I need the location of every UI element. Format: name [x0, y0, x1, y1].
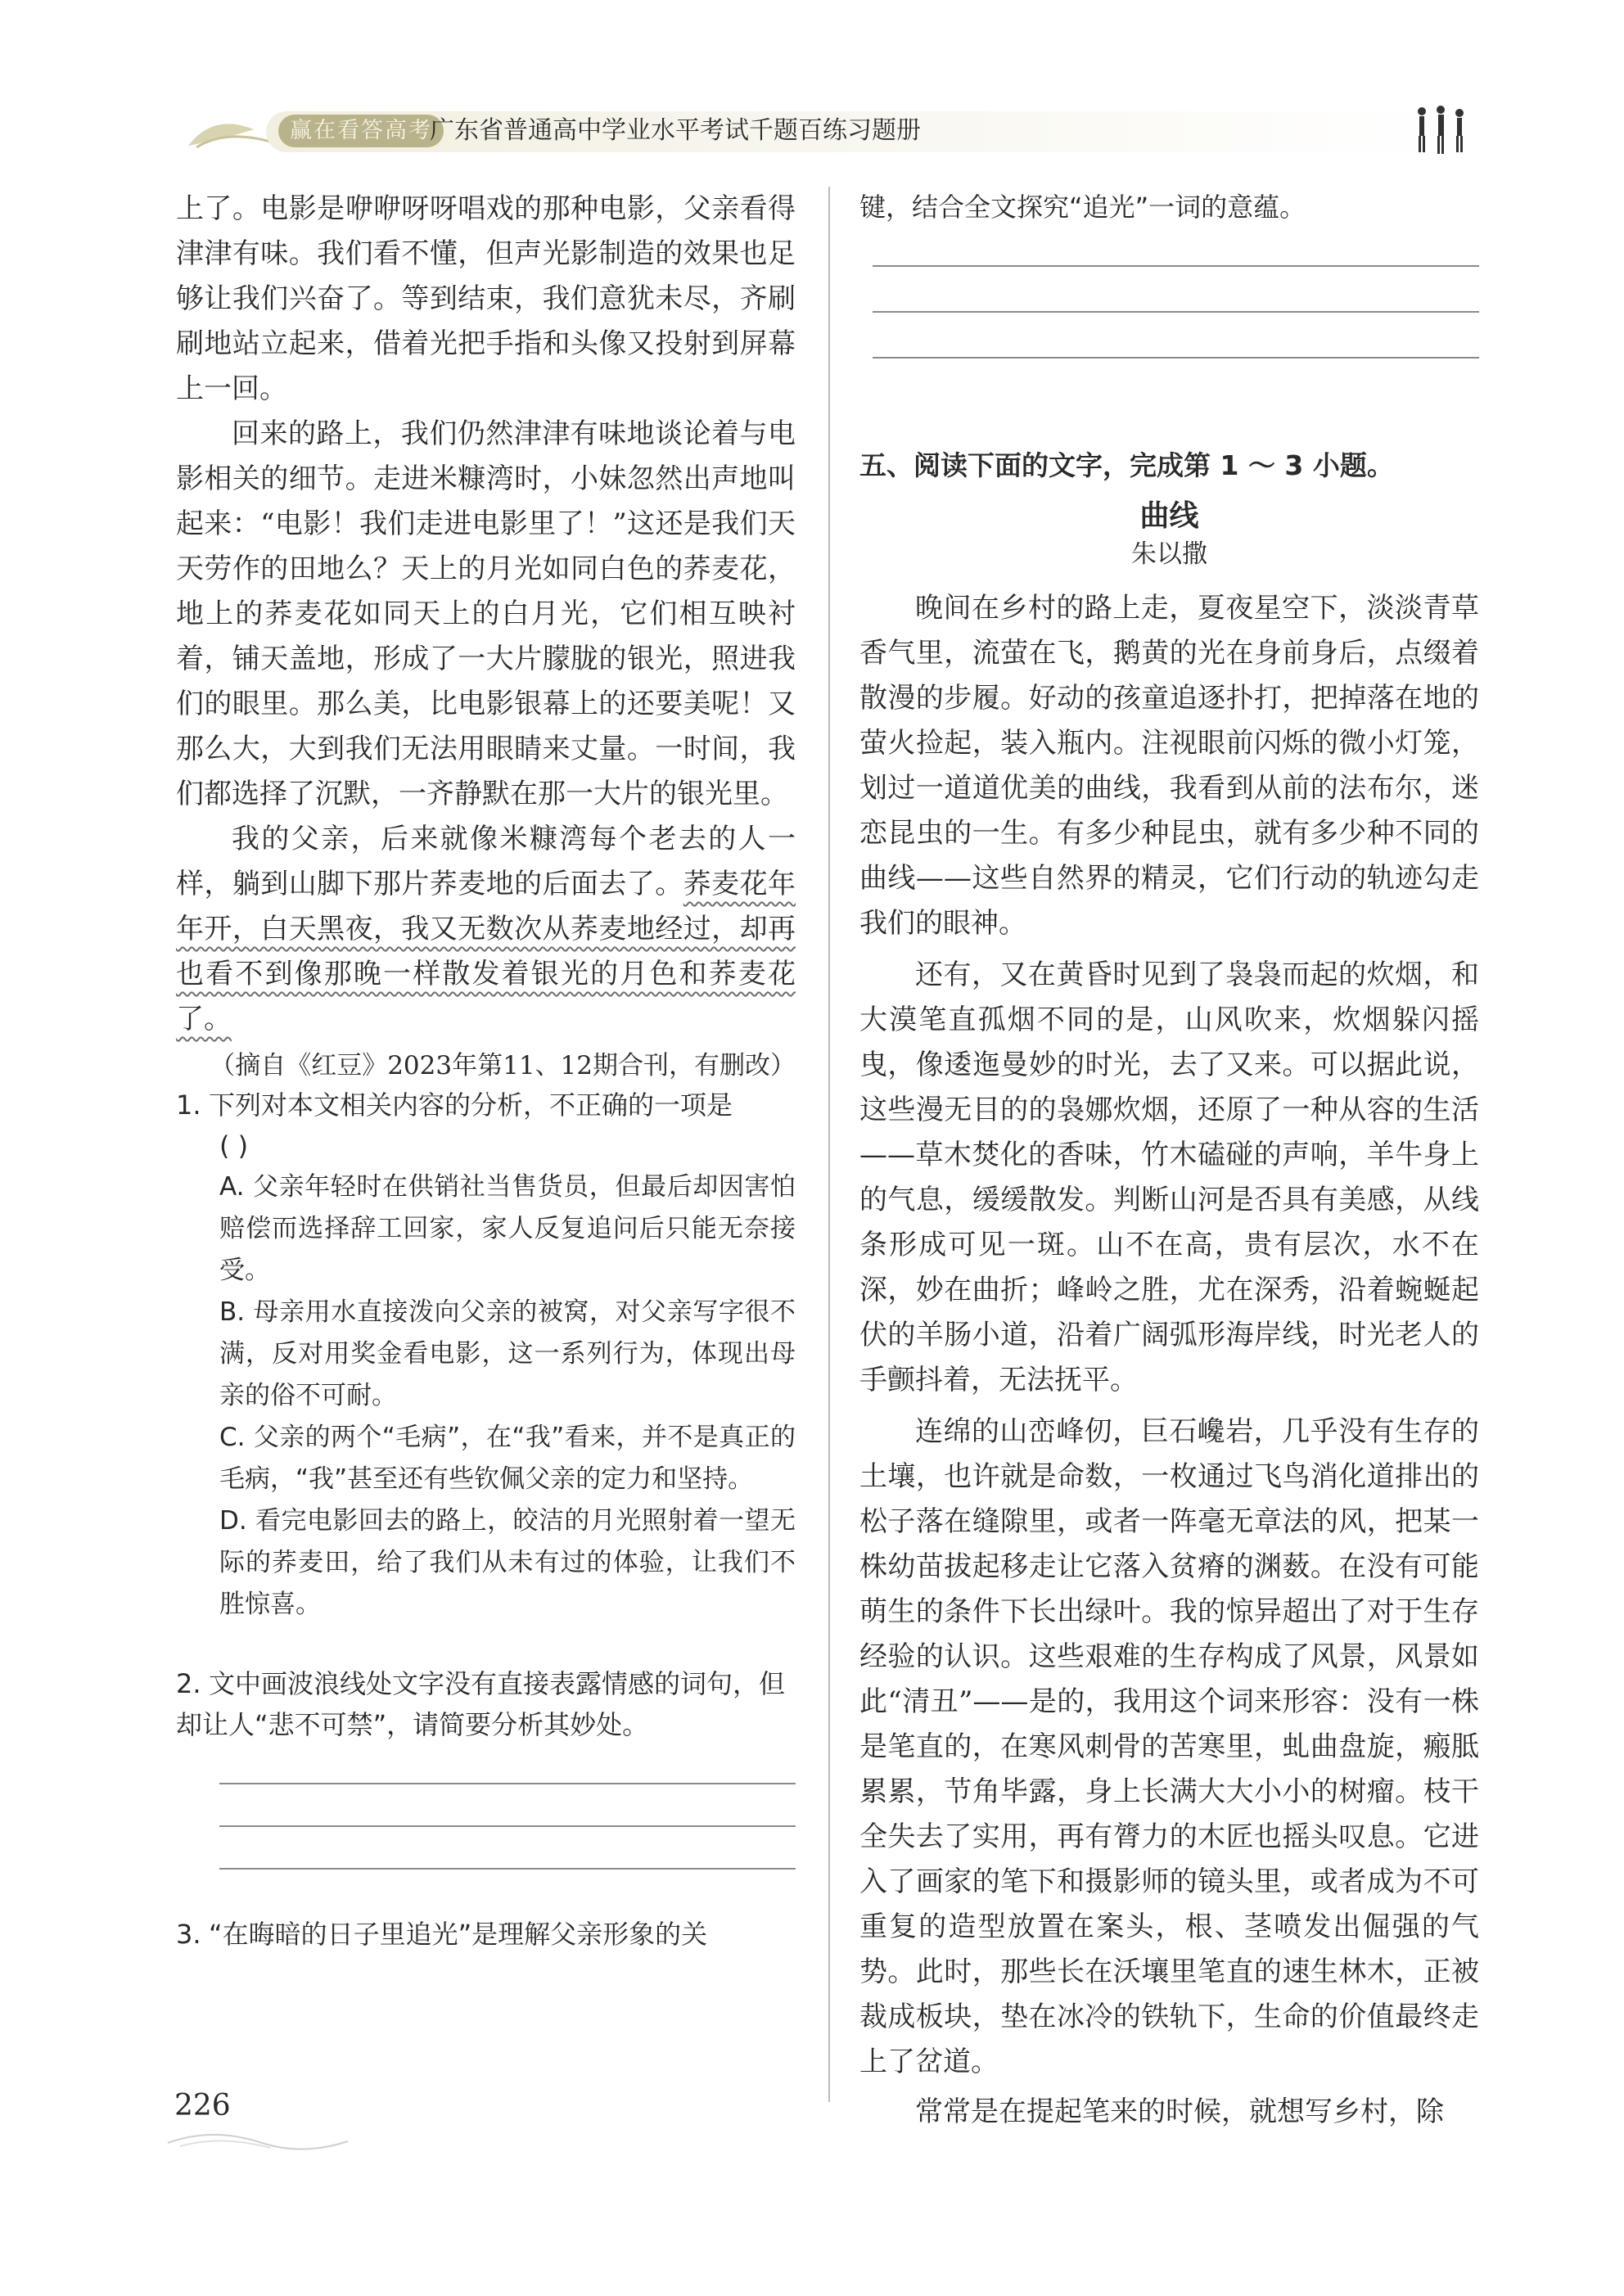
question-number: 2. [176, 1668, 201, 1699]
wavy-underlined-text: 荞麦花年年开，白天黑夜，我又无数次从荞麦地经过，却再也看不到像那晚一样散发着银光的月色和荞麦花了。 [176, 868, 796, 1035]
question-3-continued: 键，结合全文探究“追光”一词的意蕴。 [859, 192, 1306, 223]
section-heading: 五、阅读下面的文字，完成第 1 ～ 3 小题。 [859, 449, 1394, 481]
leaf-decoration-icon [180, 105, 278, 154]
paragraph-with-wavy-underline [176, 817, 796, 1042]
article-author: 朱以撒 [1131, 539, 1207, 569]
series-badge: 赢在看答高考 [278, 115, 444, 147]
page-number: 226 [174, 2089, 231, 2122]
option-b[interactable]: B. 母亲用水直接泼向父亲的被窝，对父亲写字很不满，反对用奖金看电影，这一系列行为，体现出母亲的俗不可耐。 [219, 1297, 796, 1410]
paragraph: 常常是在提起笔来的时候，就想写乡村，除 [915, 2095, 1444, 2128]
book-title: 广东省普通高中学业水平考试千题百练习题册 [430, 116, 921, 145]
option-d[interactable]: D. 看完电影回去的路上，皎洁的月光照射着一望无际的荞麦田，给了我们从未有过的体验，让我们不胜惊喜。 [219, 1506, 796, 1619]
option-a[interactable]: A. 父亲年轻时在供销社当售货员，但最后却因害怕赔偿而选择辞工回家，家人反复追问后只能无奈接受。 [219, 1172, 796, 1285]
paragraph: 连绵的山峦峰仞，巨石巉岩，几乎没有生存的土壤，也许就是命数，一枚通过飞鸟消化道排出的松子落在缝隙里，或者一阵毫无章法的风，把某一株幼苗拔起移走让它落入贫瘠的渊薮。在没有可能萌生的条件下长出绿叶。我的惊异超出了对于生存经验的认识。这些艰难的生存构成了风景，风景如此“清丑”——是的，我用这个词来形容：没有一株是笔直的，在寒风刺骨的苦寒里，虬曲盘旋，瘢胝累累，节角毕露，身上长满大大小小的树瘤。枝干全失去了实用，再有膂力的木匠也摇头叹息。它进入了画家的笔下和摄影师的镜头里，或者成为不可重复的造型放置在案头，根、茎喷发出倔强的气势。此时，那些长在沃壤里笔直的速生林木，正被裁成板块，垫在冰冷的铁轨下，生命的价值最终走上了岔道。 [859, 1415, 1479, 2078]
question-text: 文中画波浪线处文字没有直接表露情感的词句，但却让人“悲不可禁”，请简要分析其妙处。 [176, 1668, 786, 1740]
runners-icon [1412, 105, 1469, 156]
question-number: 3. [176, 1919, 201, 1950]
question-text: “在晦暗的日子里追光”是理解父亲形象的关 [209, 1919, 708, 1950]
question-2 [176, 1663, 796, 1870]
right-column [859, 187, 1479, 2135]
option-c[interactable]: C. 父亲的两个“毛病”，在“我”看来，并不是真正的毛病，“我”甚至还有些钦佩父亲的定力和坚持。 [219, 1423, 796, 1494]
paragraph: 回来的路上，我们仍然津津有味地谈论着与电影相关的细节。走进米糠湾时，小妹忽然出声地叫起来：“电影！我们走进电影里了！”这还是我们天天劳作的田地么？天上的月光如同白色的荞麦花，地上的荞麦花如同天上的白月光，它们相互映衬着，铺天盖地，形成了一大片朦胧的银光，照进我们的眼里。那么美，比电影银幕上的还要美呢！又那么大，大到我们无法用眼睛来丈量。一时间，我们都选择了沉默，一齐静默在那一大片的银光里。 [176, 417, 796, 810]
paragraph: 晚间在乡村的路上走，夏夜星空下，淡淡青草香气里，流萤在飞，鹅黄的光在身前身后，点缀着散漫的步履。好动的孩童追逐扑打，把掉落在地的萤火捡起，装入瓶内。注视眼前闪烁的微小灯笼，划过一道道优美的曲线，我看到从前的法布尔，迷恋昆虫的一生。有多少种昆虫，就有多少种不同的曲线——这些自然界的精灵，它们行动的轨迹勾走我们的眼神。 [859, 592, 1479, 940]
question-1 [176, 1085, 796, 1626]
question-number: 1. [176, 1089, 201, 1121]
column-divider [828, 187, 830, 2102]
paragraph: 上了。电影是咿咿呀呀唱戏的那种电影，父亲看得津津有味。我们看不懂，但声光影制造的效果也足够让我们兴奋了。等到结束，我们意犹未尽，齐刷刷地站立起来，借着光把手指和头像又投射到屏幕上一回。 [176, 192, 796, 405]
question-3 [176, 1914, 796, 1955]
paragraph-text: 我的父亲，后来就像米糠湾每个老去的人一样，躺到山脚下那片荞麦地的后面去了。 [176, 823, 796, 900]
question-text: 下列对本文相关内容的分析，不正确的一项是 [209, 1089, 733, 1121]
answer-line[interactable] [219, 1868, 796, 1870]
footer-ornament-icon [164, 2127, 352, 2159]
page-header [180, 105, 1457, 154]
paragraph: 还有，又在黄昏时见到了袅袅而起的炊烟，和大漠笔直孤烟不同的是，山风吹来，炊烟躲闪摇曳，像逶迤曼妙的时光，去了又来。可以据此说，这些漫无目的的袅娜炊烟，还原了一种从容的生活——草木焚化的香味，竹木磕碰的声响，羊牛身上的气息，缓缓散发。判断山河是否具有美感，从线条形成可见一斑。山不在高，贵有层次，水不在深，妙在曲折；峰岭之胜，尤在深秀，沿着蜿蜒起伏的羊肠小道，沿着广阔弧形海岸线，时光老人的手颤抖着，无法抚平。 [859, 959, 1479, 1396]
left-column [176, 187, 796, 1955]
answer-bracket[interactable]: ( ) [219, 1130, 249, 1162]
source-citation: （摘自《红豆》2023年第11、12期合刊，有删改） [210, 1051, 796, 1080]
article-title: 曲线 [1139, 499, 1199, 533]
